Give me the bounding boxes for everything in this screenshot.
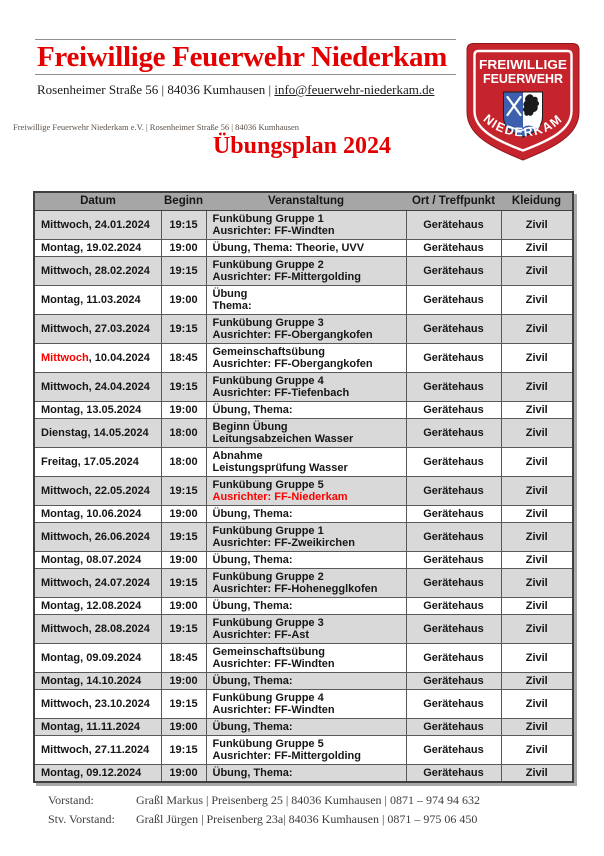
event-line: Gemeinschaftsübung [212, 646, 325, 658]
location-cell: Gerätehaus [406, 598, 501, 615]
event-cell [206, 736, 406, 765]
event-cell [206, 257, 406, 286]
location-cell: Gerätehaus [406, 690, 501, 719]
date-cell: Mittwoch, 26.06.2024 [34, 523, 161, 552]
time-cell: 19:00 [161, 506, 206, 523]
table-row [34, 211, 573, 240]
time-cell: 19:15 [161, 257, 206, 286]
time-cell: 19:15 [161, 736, 206, 765]
date-cell: Montag, 13.05.2024 [34, 402, 161, 419]
email-link[interactable]: info@feuerwehr-niederkam.de [274, 82, 435, 97]
date-cell: Mittwoch, 28.02.2024 [34, 257, 161, 286]
column-header: Beginn [161, 192, 206, 211]
footer-text: Graßl Jürgen | Preisenberg 23a| 84036 Kumhausen | 0871 – 975 06 450 [136, 812, 478, 826]
time-cell: 19:00 [161, 240, 206, 257]
date-cell: Montag, 12.08.2024 [34, 598, 161, 615]
location-cell: Gerätehaus [406, 344, 501, 373]
badge-ribbon-text: NIEDERKAM [480, 111, 566, 140]
table-row [34, 448, 573, 477]
location-cell: Gerätehaus [406, 257, 501, 286]
location-cell: Gerätehaus [406, 373, 501, 402]
time-cell: 19:00 [161, 719, 206, 736]
table-row [34, 690, 573, 719]
date-cell: Montag, 09.09.2024 [34, 644, 161, 673]
event-line: Funkübung Gruppe 2 [212, 259, 324, 271]
column-header: Kleidung [501, 192, 573, 211]
location-cell: Gerätehaus [406, 719, 501, 736]
event-line: Abnahme [212, 450, 263, 462]
table-row [34, 569, 573, 598]
footer-text: Graßl Markus | Preisenberg 25 | 84036 Kumhausen | 0871 – 974 94 632 [136, 793, 480, 807]
date-cell: Mittwoch, 27.03.2024 [34, 315, 161, 344]
location-cell: Gerätehaus [406, 448, 501, 477]
location-cell: Gerätehaus [406, 644, 501, 673]
address-text: Rosenheimer Straße 56 | 84036 Kumhausen | [37, 82, 275, 97]
event-cell [206, 615, 406, 644]
org-subline: Freiwillige Feuerwehr Niederkam e.V. | Rosenheimer Straße 56 | 84036 Kumhausen [13, 122, 300, 132]
event-line: Thema: [212, 300, 252, 312]
badge-text-line2: FEUERWEHR [483, 71, 564, 86]
header-row [34, 192, 573, 211]
event-cell [206, 569, 406, 598]
date-cell: Dienstag, 14.05.2024 [34, 419, 161, 448]
event-cell [206, 506, 406, 523]
event-line: Übung, Thema: [212, 721, 293, 733]
table-row [34, 286, 573, 315]
table-row [34, 240, 573, 257]
event-line: Übung, Thema: [212, 675, 293, 687]
dress-code-cell: Zivil [501, 569, 573, 598]
event-cell [206, 373, 406, 402]
event-line: Übung, Thema: [212, 767, 293, 779]
table-row [34, 419, 573, 448]
title-rule-divider [35, 74, 456, 75]
time-cell: 18:00 [161, 448, 206, 477]
dress-code-cell: Zivil [501, 344, 573, 373]
document-title: Übungsplan 2024 [212, 133, 392, 159]
dress-code-cell: Zivil [501, 765, 573, 783]
event-cell [206, 402, 406, 419]
event-cell [206, 690, 406, 719]
event-line: Ausrichter: FF-Windten [212, 704, 335, 716]
table-row [34, 719, 573, 736]
letterhead [35, 39, 456, 98]
event-line: Übung, Thema: [212, 554, 293, 566]
date-cell: Mittwoch, 24.07.2024 [34, 569, 161, 598]
event-cell [206, 419, 406, 448]
date-cell: Mittwoch, 24.04.2024 [34, 373, 161, 402]
table-row [34, 736, 573, 765]
event-line: Ausrichter: FF-Tiefenbach [212, 387, 350, 399]
event-line: Übung, Thema: [212, 508, 293, 520]
schedule-body [34, 211, 573, 783]
table-row [34, 477, 573, 506]
time-cell: 19:00 [161, 286, 206, 315]
location-cell: Gerätehaus [406, 736, 501, 765]
date-cell: Montag, 14.10.2024 [34, 673, 161, 690]
time-cell: 19:00 [161, 598, 206, 615]
dress-code-cell: Zivil [501, 552, 573, 569]
date-cell: Mittwoch, 24.01.2024 [34, 211, 161, 240]
dress-code-cell: Zivil [501, 736, 573, 765]
dress-code-cell: Zivil [501, 315, 573, 344]
event-line: Ausrichter: FF-Mittergolding [212, 750, 361, 762]
event-line: Funkübung Gruppe 5 [212, 738, 324, 750]
dress-code-cell: Zivil [501, 506, 573, 523]
table-row [34, 402, 573, 419]
event-line: Gemeinschaftsübung [212, 346, 325, 358]
table-header [34, 192, 573, 211]
time-cell: 19:15 [161, 315, 206, 344]
time-cell: 18:45 [161, 344, 206, 373]
event-cell [206, 477, 406, 506]
location-cell: Gerätehaus [406, 615, 501, 644]
table-row [34, 552, 573, 569]
date-cell: Mittwoch, 28.08.2024 [34, 615, 161, 644]
event-cell [206, 644, 406, 673]
event-line: Beginn Übung [212, 421, 288, 433]
time-cell: 19:00 [161, 552, 206, 569]
time-cell: 18:00 [161, 419, 206, 448]
event-line: Funkübung Gruppe 2 [212, 571, 324, 583]
table-row [34, 344, 573, 373]
time-cell: 19:15 [161, 690, 206, 719]
dress-code-cell: Zivil [501, 257, 573, 286]
time-cell: 19:15 [161, 373, 206, 402]
event-line: Funkübung Gruppe 3 [212, 617, 324, 629]
location-cell: Gerätehaus [406, 552, 501, 569]
table-row [34, 765, 573, 783]
event-line: Ausrichter: FF-Hohenegglkofen [212, 583, 378, 595]
event-cell [206, 211, 406, 240]
location-cell: Gerätehaus [406, 523, 501, 552]
location-cell: Gerätehaus [406, 402, 501, 419]
event-cell [206, 315, 406, 344]
date-cell: Montag, 11.03.2024 [34, 286, 161, 315]
footer-line [48, 810, 480, 829]
date-cell: Montag, 08.07.2024 [34, 552, 161, 569]
location-cell: Gerätehaus [406, 477, 501, 506]
time-cell: 19:15 [161, 211, 206, 240]
dress-code-cell: Zivil [501, 448, 573, 477]
table-row [34, 523, 573, 552]
event-cell [206, 344, 406, 373]
event-line: Funkübung Gruppe 5 [212, 479, 324, 491]
date-cell: Mittwoch, 22.05.2024 [34, 477, 161, 506]
badge-text-line1: FREIWILLIGE [479, 57, 568, 72]
dress-code-cell: Zivil [501, 644, 573, 673]
event-cell [206, 523, 406, 552]
time-cell: 19:15 [161, 569, 206, 598]
dress-code-cell: Zivil [501, 523, 573, 552]
location-cell: Gerätehaus [406, 211, 501, 240]
dress-code-cell: Zivil [501, 240, 573, 257]
dress-code-cell: Zivil [501, 615, 573, 644]
time-cell: 19:00 [161, 673, 206, 690]
event-line: Funkübung Gruppe 1 [212, 525, 324, 537]
table-row [34, 373, 573, 402]
location-cell: Gerätehaus [406, 240, 501, 257]
event-line: Ausrichter: FF-Obergangkofen [212, 329, 373, 341]
event-cell [206, 448, 406, 477]
event-line: Funkübung Gruppe 4 [212, 375, 324, 387]
time-cell: 19:00 [161, 765, 206, 783]
dress-code-cell: Zivil [501, 373, 573, 402]
event-line: Funkübung Gruppe 3 [212, 317, 324, 329]
date-cell: Freitag, 17.05.2024 [34, 448, 161, 477]
dress-code-cell: Zivil [501, 690, 573, 719]
date-cell: Mittwoch, 27.11.2024 [34, 736, 161, 765]
date-cell: Mittwoch, 10.04.2024 [34, 344, 161, 373]
footer-line [48, 791, 480, 810]
location-cell: Gerätehaus [406, 569, 501, 598]
event-line: Ausrichter: FF-Windten [212, 658, 335, 670]
event-line: Funkübung Gruppe 1 [212, 213, 324, 225]
table-row [34, 615, 573, 644]
event-line: Funkübung Gruppe 4 [212, 692, 324, 704]
event-line: Ausrichter: FF-Windten [212, 225, 335, 237]
date-cell: Montag, 19.02.2024 [34, 240, 161, 257]
event-cell [206, 673, 406, 690]
location-cell: Gerätehaus [406, 506, 501, 523]
event-line: Übung, Thema: [212, 600, 293, 612]
dress-code-cell: Zivil [501, 402, 573, 419]
dress-code-cell: Zivil [501, 477, 573, 506]
event-line: Ausrichter: FF-Obergangkofen [212, 358, 373, 370]
date-cell: Mittwoch, 23.10.2024 [34, 690, 161, 719]
column-header: Ort / Treffpunkt [406, 192, 501, 211]
time-cell: 18:45 [161, 644, 206, 673]
footer-label: Stv. Vorstand: [48, 812, 115, 826]
event-line: Ausrichter: FF-Niederkam [212, 491, 348, 503]
dress-code-cell: Zivil [501, 211, 573, 240]
table-row [34, 598, 573, 615]
event-cell [206, 765, 406, 783]
event-cell [206, 552, 406, 569]
column-header: Datum [34, 192, 161, 211]
schedule-table [33, 191, 574, 783]
table-row [34, 506, 573, 523]
time-cell: 19:15 [161, 615, 206, 644]
location-cell: Gerätehaus [406, 286, 501, 315]
event-line: Ausrichter: FF-Mittergolding [212, 271, 361, 283]
time-cell: 19:15 [161, 477, 206, 506]
event-line: Leistungsprüfung Wasser [212, 462, 348, 474]
dress-code-cell: Zivil [501, 286, 573, 315]
event-line: Ausrichter: FF-Zweikirchen [212, 537, 355, 549]
date-cell: Montag, 11.11.2024 [34, 719, 161, 736]
table-row [34, 673, 573, 690]
location-cell: Gerätehaus [406, 765, 501, 783]
event-cell [206, 240, 406, 257]
event-line: Übung, Thema: Theorie, UVV [212, 242, 365, 254]
dress-code-cell: Zivil [501, 673, 573, 690]
event-cell [206, 598, 406, 615]
page-title: Freiwillige Feuerwehr Niederkam [37, 41, 448, 73]
event-cell [206, 719, 406, 736]
dress-code-cell: Zivil [501, 719, 573, 736]
date-cell: Montag, 09.12.2024 [34, 765, 161, 783]
address-line [37, 82, 456, 98]
location-cell: Gerätehaus [406, 419, 501, 448]
footer-label: Vorstand: [48, 793, 94, 807]
event-line: Ausrichter: FF-Ast [212, 629, 310, 641]
location-cell: Gerätehaus [406, 315, 501, 344]
event-line: Übung, Thema: [212, 404, 293, 416]
location-cell: Gerätehaus [406, 673, 501, 690]
time-cell: 19:15 [161, 523, 206, 552]
dress-code-cell: Zivil [501, 598, 573, 615]
event-line: Übung [212, 288, 248, 300]
table-row [34, 315, 573, 344]
event-cell [206, 286, 406, 315]
time-cell: 19:00 [161, 402, 206, 419]
date-cell: Montag, 10.06.2024 [34, 506, 161, 523]
footer-contacts [48, 791, 480, 829]
dress-code-cell: Zivil [501, 419, 573, 448]
fire-brigade-badge-icon [464, 41, 582, 163]
event-line: Leitungsabzeichen Wasser [212, 433, 354, 445]
column-header: Veranstaltung [206, 192, 406, 211]
table-row [34, 644, 573, 673]
table-row [34, 257, 573, 286]
